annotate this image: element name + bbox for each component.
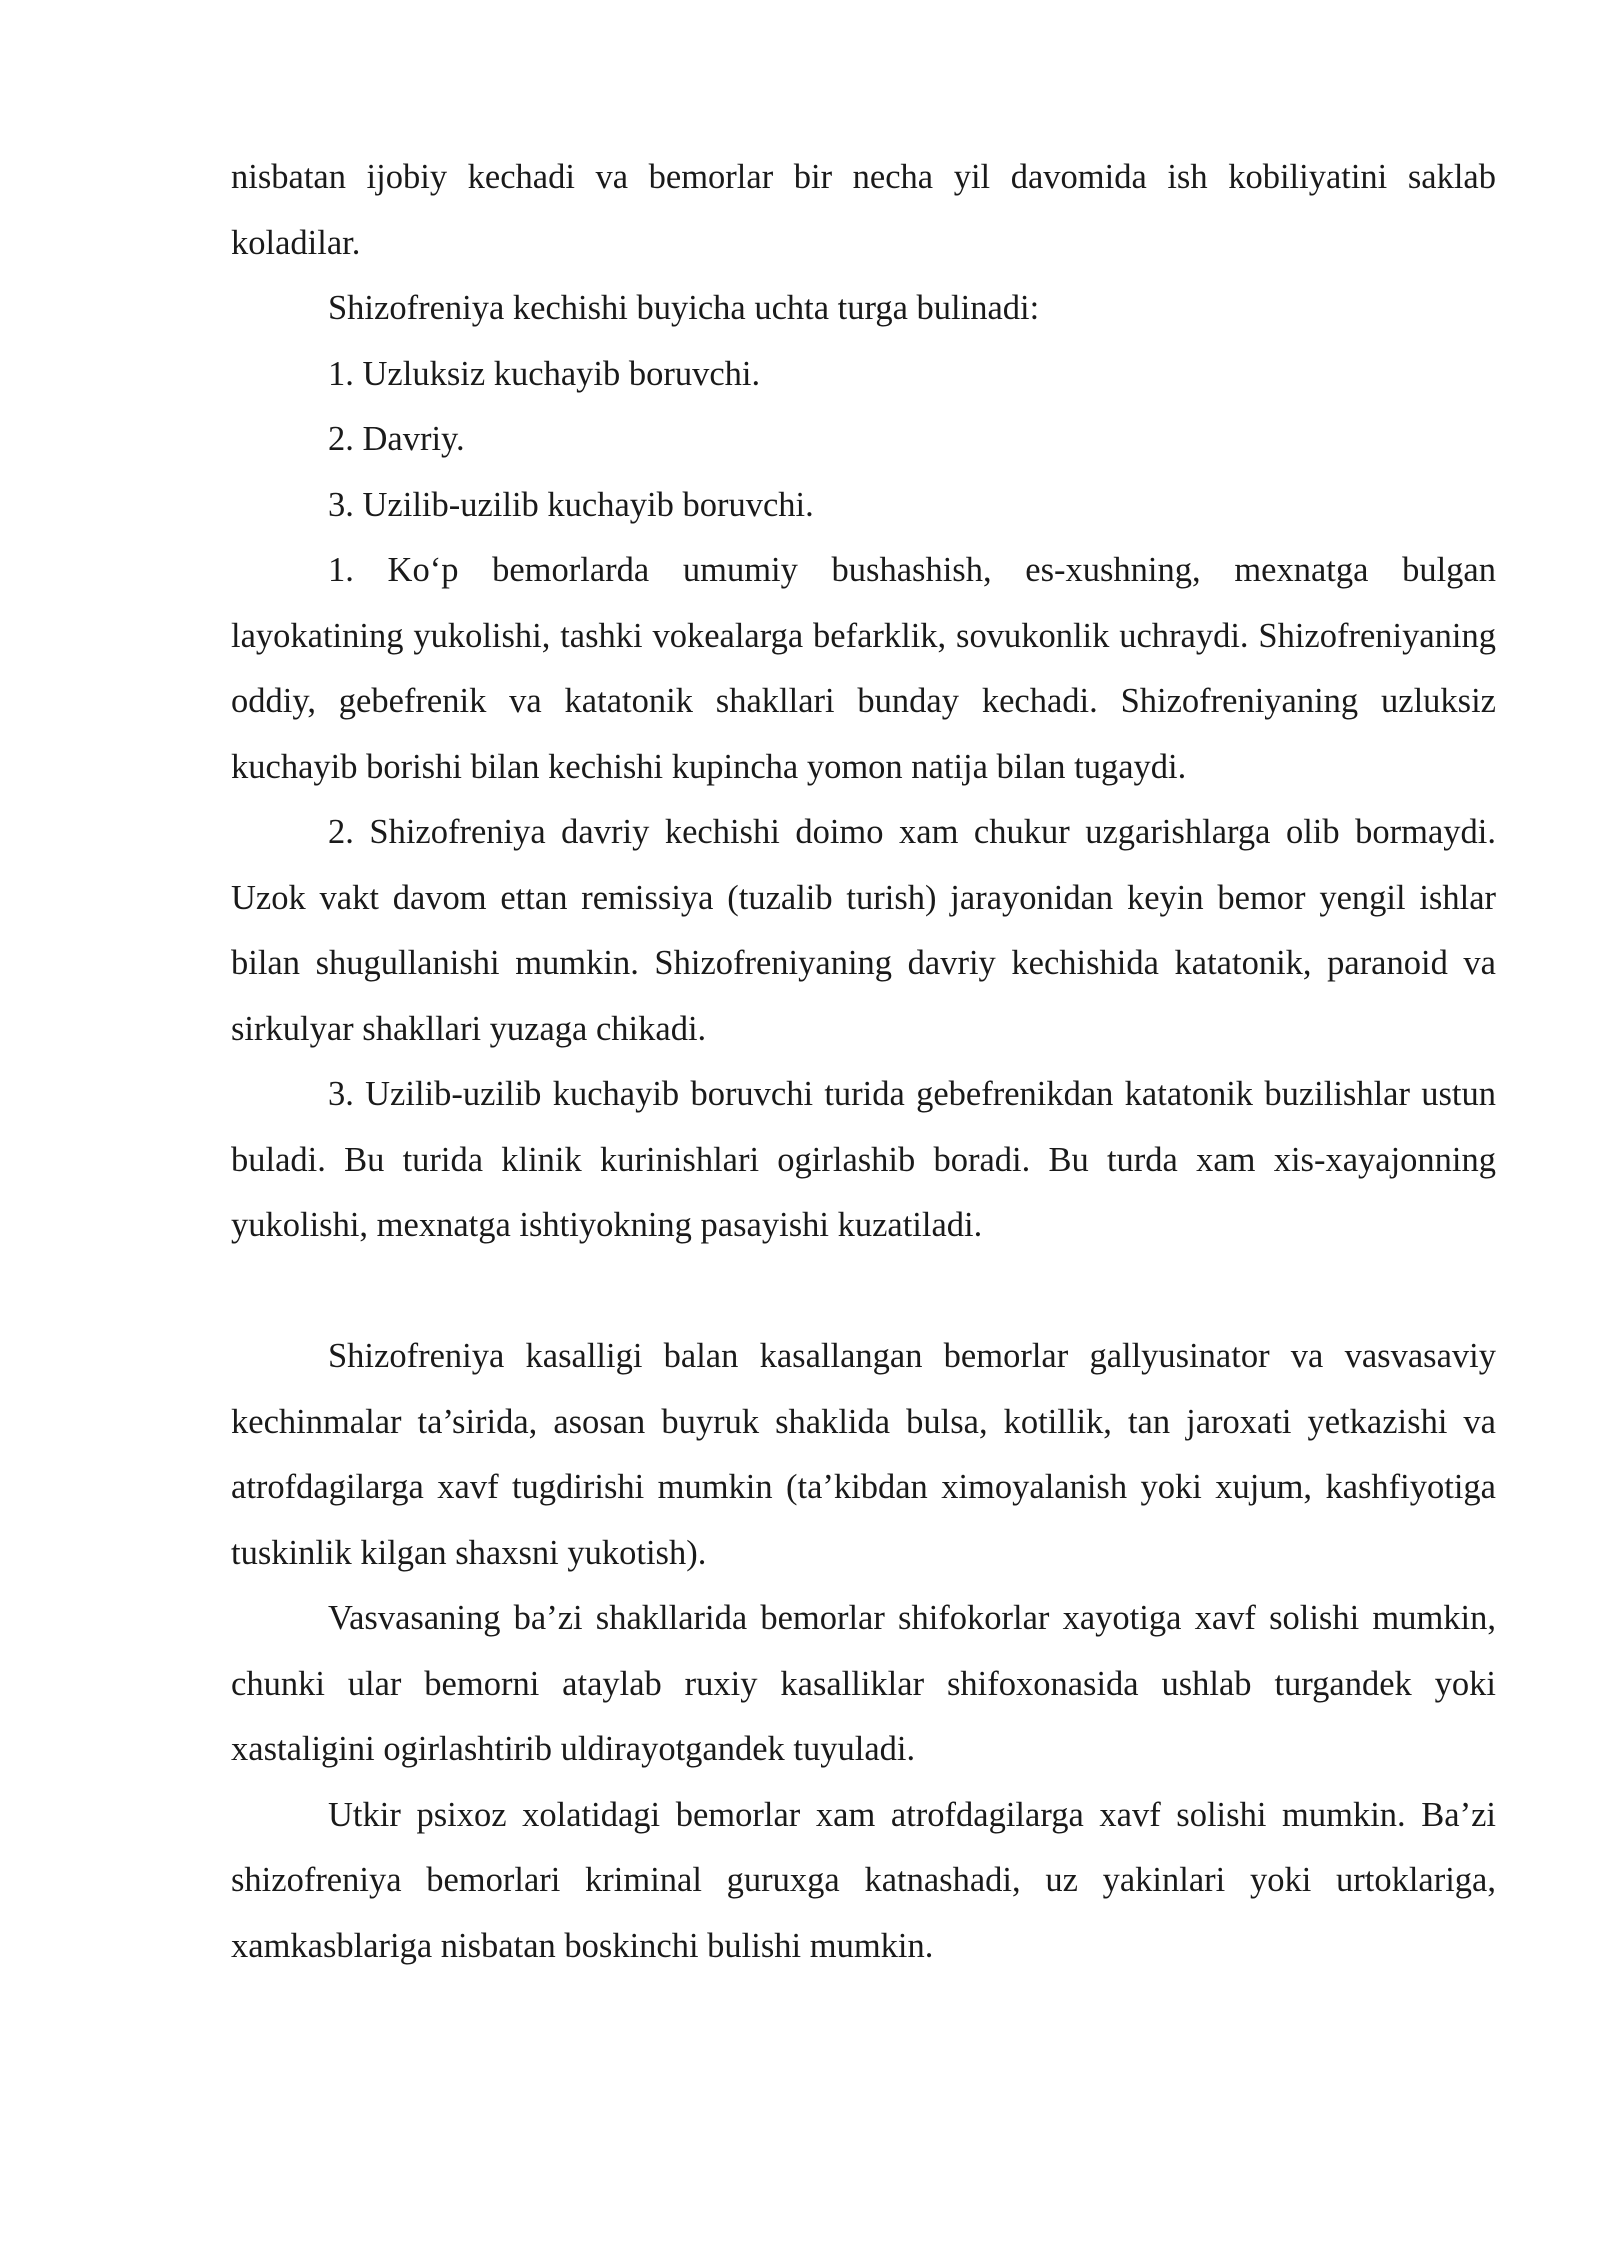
list-item-2: 2. Davriy. (328, 420, 465, 458)
list-item-3: 3. Uzilib-uzilib kuchayib boruvchi. (328, 485, 814, 524)
list-item-1: 1. Uzluksiz kuchayib boruvchi. (328, 354, 761, 393)
paragraph-continuation: nisbatan ijobiy kechadi va bemorlar bir necha yil davomida ish kobiliyatini saklab koladilar. (231, 158, 1496, 262)
paragraph-acute-psychosis: Utkir psixoz xolatidagi bemorlar xam atrofdagilarga xavf solishi mumkin. Ba’zi shizofreniya bemorlari kriminal guruxga katnashadi, uz yakinlari yoki urtoklariga, xamkasblariga nisbatan boskinchi bulishi mumkin. (231, 1795, 1496, 1965)
paragraph-type-2: 2. Shizofreniya davriy kechishi doimo xam chukur uzgarishlarga olib bormaydi. Uzok vakt davom ettan remissiya (tuzalib turish) jarayonidan keyin bemor yengil ishlar bilan shugullanishi mumkin. Shizofreniyaning davriy kechishida katatonik, paranoid va sirkulyar shakllari yuzaga chikadi. (231, 813, 1496, 1048)
paragraph-delusion: Vasvasaning ba’zi shakllarida bemorlar shifokorlar xayotiga xavf solishi mumkin, chunki ular bemorni ataylab ruxiy kasalliklar shifoxonasida ushlab turgandek yoki xastaligini ogirlashtirib uldirayotgandek tuyuladi. (231, 1599, 1496, 1768)
paragraph-type-1: 1. Ko‘p bemorlarda umumiy bushashish, es-xushning, mexnatga bulgan layokatining yukolishi, tashki vokealarga befarklik, sovukonlik uchraydi. Shizofreniyaning oddiy, gebefrenik va katatonik shakllari bunday kechadi. Shizofreniyaning uzluksiz kuchayib borishi bilan kechishi kupincha yomon natija bilan tugaydi. (231, 551, 1496, 786)
paragraph-spacer (231, 1259, 1496, 1325)
paragraph-type-3: 3. Uzilib-uzilib kuchayib boruvchi turida gebefrenikdan katatonik buzilishlar ustun buladi. Bu turida klinik kurinishlari ogirlashib boradi. Bu turda xam xis-xayajonning yukolishi, mexnatga ishtiyokning pasayishi kuzatiladi. (231, 1075, 1496, 1244)
paragraph-danger: Shizofreniya kasalligi balan kasallangan bemorlar gallyusinator va vasvasaviy kechinmalar ta’sirida, asosan buyruk shaklida bulsa, kotillik, tan jaroxati yetkazishi va atrofdagilarga xavf tugdirishi mumkin (ta’kibdan ximoyalanish yoki xujum, kashfiyotiga tuskinlik kilgan shaxsni yukotish). (231, 1337, 1496, 1572)
paragraph-types-intro: Shizofreniya kechishi buyicha uchta turga bulinadi: (328, 289, 1040, 327)
document-page (231, 145, 1496, 1979)
